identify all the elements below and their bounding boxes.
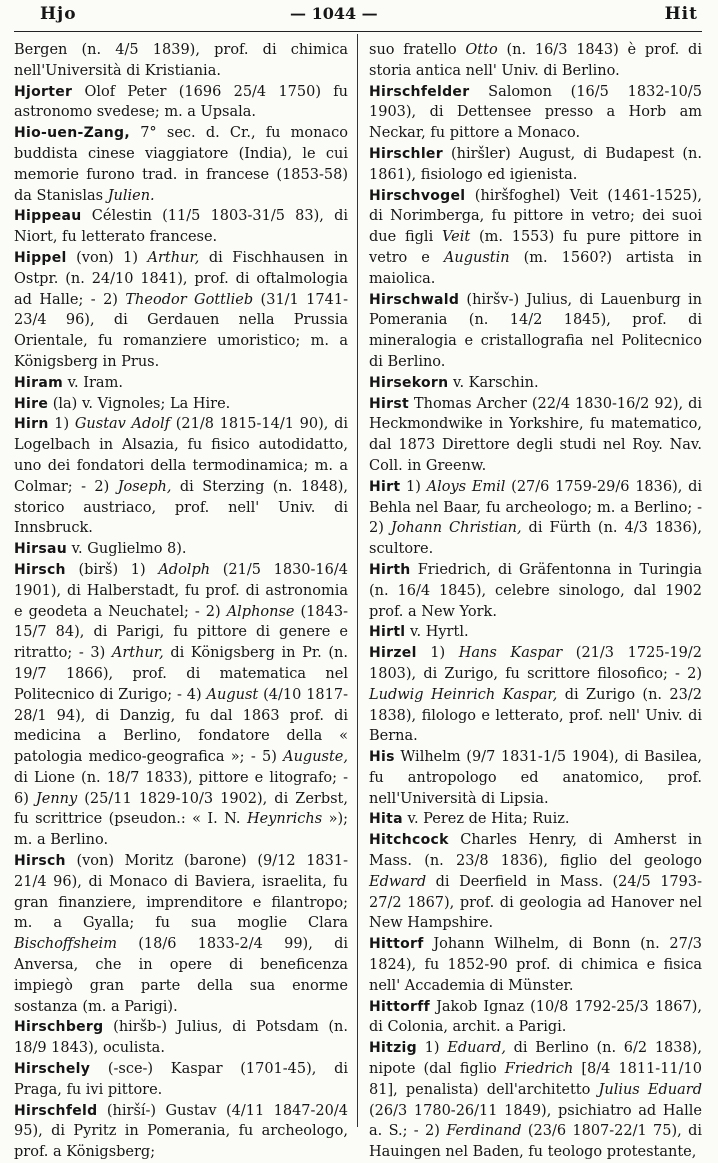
entry-italic-text: Auguste, bbox=[283, 749, 348, 766]
entry-headword: Hippeau bbox=[14, 208, 82, 225]
entry-headword: Hitchcock bbox=[369, 832, 449, 849]
entry-text: (27/6 1759-29/6 1836), di Behla nel Baar, fu archeologo; m. a Berlino; - 2) bbox=[369, 478, 702, 537]
entry-headword: His bbox=[369, 749, 395, 766]
entry-text: (m. 1560?) artista in maiolica. bbox=[369, 249, 702, 287]
entry-text: (von) Moritz (barone) (9/12 1831-21/4 96), di Monaco di Baviera, israelita, fu gran finanziere, imprenditore e filantropo; m. a Gyalla; fu sua moglie Clara bbox=[14, 853, 348, 932]
entry-italic-text: Joseph, bbox=[117, 478, 172, 495]
entry-headword: Hirschler bbox=[369, 145, 443, 162]
dictionary-entry bbox=[14, 82, 348, 124]
entry-text: di Lione (n. 18/7 1833), pittore e litografo; - 6) bbox=[14, 769, 348, 807]
entry-italic-text: Johann Christian, bbox=[390, 520, 522, 537]
page-header bbox=[0, 0, 718, 30]
entry-text: (21/8 1815-14/1 90), di Logelbach in Alsazia, fu fisico autodidatto, uno dei fondatori della termodinamica; m. a Colmar; - 2) bbox=[14, 416, 348, 495]
dictionary-entry bbox=[14, 1101, 348, 1163]
entry-text: v. Guglielmo 8). bbox=[66, 541, 187, 558]
entry-italic-text: Edward bbox=[369, 873, 427, 890]
entry-headword: Hio-uen-Zang, bbox=[14, 125, 130, 142]
entry-text: Célestin (11/5 1803-31/5 83), di Niort, fu letterato francese. bbox=[14, 208, 348, 246]
entry-text: di Fürth (n. 4/3 1836), scultore. bbox=[369, 520, 702, 558]
entry-italic-text: August bbox=[206, 686, 259, 703]
entry-headword: Hirsau bbox=[14, 541, 67, 558]
entry-text: (25/11 1829-10/3 1902), di Zerbst, fu scrittrice (pseudon.: « I. N. bbox=[14, 790, 348, 828]
entry-italic-text: Gustav Adolf bbox=[74, 416, 171, 433]
entry-italic-text: Jenny bbox=[35, 790, 78, 807]
entry-italic-text: Julien. bbox=[107, 187, 155, 204]
entry-text: (18/6 1833-2/4 99), di Anversa, che in opere di beneficenza impiegò gran parte della sua enorme sostanza (m. a Parigi). bbox=[14, 936, 348, 1015]
entry-italic-text: Otto bbox=[465, 42, 498, 58]
entry-italic-text: Arthur, bbox=[111, 645, 164, 662]
entry-headword: Hirsch bbox=[14, 561, 66, 578]
entry-text: Wilhelm (9/7 1831-1/5 1904), di Basilea, fu antropologo ed anatomico, prof. nell'Università di Lipsia. bbox=[369, 749, 702, 807]
entry-text: suo fratello bbox=[369, 42, 466, 58]
dictionary-entry bbox=[369, 643, 702, 747]
entry-italic-text: Bischoffsheim bbox=[14, 936, 117, 953]
entry-text: 1) bbox=[400, 478, 427, 495]
dictionary-entry bbox=[14, 1059, 348, 1101]
entry-italic-text: Arthur, bbox=[147, 249, 200, 266]
entry-italic-text: Ferdinand bbox=[446, 1123, 522, 1140]
entry-italic-text: Julius Eduard bbox=[598, 1081, 702, 1098]
entry-text: di Deerfield in Mass. (24/5 1793-27/2 1867), prof. di geologia ad Hanover nel New Hampshire. bbox=[369, 873, 702, 932]
entry-text: di Fischhausen in Ostpr. (n. 24/10 1841), prof. di oftalmologia ad Halle; - 2) bbox=[14, 249, 348, 308]
dictionary-entry bbox=[369, 934, 702, 996]
entry-headword: Hjorter bbox=[14, 83, 73, 100]
entry-headword: Hirsch bbox=[14, 853, 66, 870]
entry-italic-text: Friedrich bbox=[504, 1061, 574, 1078]
entry-text: (1843-15/7 84), di Parigi, fu pittore di genere e ritratto; - 3) bbox=[14, 603, 348, 662]
dictionary-entry bbox=[14, 851, 348, 1017]
dictionary-entry bbox=[369, 622, 702, 643]
entry-italic-text: Theodor Gottlieb bbox=[125, 291, 254, 308]
header-right-guideword: Hit bbox=[664, 4, 698, 24]
entry-text: Jakob Ignaz (10/8 1792-25/3 1867), di Colonia, archit. a Parigi. bbox=[369, 998, 702, 1036]
entry-text: [8/4 1811-11/10 81], penalista) dell'architetto bbox=[369, 1061, 702, 1098]
entry-text: (hiršler) August, di Budapest (n. 1861), fisiologo ed igienista. bbox=[369, 145, 702, 183]
dictionary-entry bbox=[369, 144, 702, 186]
entry-text: di Königsberg in Pr. (n. 19/7 1866), prof. di matematica nel Politecnico di Zurigo; - 4) bbox=[14, 645, 348, 703]
dictionary-entry bbox=[369, 997, 702, 1039]
column-divider bbox=[357, 34, 358, 1127]
entry-text: (-sce-) Kaspar (1701-45), di Praga, fu ivi pittore. bbox=[14, 1061, 348, 1098]
entry-italic-text: Hans Kaspar bbox=[458, 645, 563, 662]
entry-text: (21/5 1830-16/4 1901), di Halberstadt, fu prof. di astronomia e geodeta a Neuchatel; - 2) bbox=[14, 561, 348, 620]
entry-headword: Hita bbox=[369, 811, 403, 828]
entry-headword: Hippel bbox=[14, 249, 67, 266]
entry-italic-text: Heynrichs bbox=[246, 811, 323, 828]
dictionary-entry bbox=[369, 290, 702, 373]
entry-headword: Hirschfelder bbox=[369, 83, 470, 100]
entry-italic-text: Alphonse bbox=[226, 603, 295, 620]
entry-text: (hiršfoghel) Veit (1461-1525), di Norimberga, fu pittore in vetro; dei suoi due figli bbox=[369, 187, 702, 246]
entry-headword: Hirst bbox=[369, 395, 409, 412]
entry-text: v. Perez de Hita; Ruiz. bbox=[402, 811, 570, 828]
dictionary-entry bbox=[14, 539, 348, 560]
dictionary-entry bbox=[369, 477, 702, 560]
dictionary-entry bbox=[369, 40, 702, 82]
entry-text: di Zurigo (n. 23/2 1838), filologo e letterato, prof. nell' Univ. di Berna. bbox=[369, 686, 702, 745]
dictionary-entry bbox=[369, 747, 702, 809]
dictionary-entry bbox=[369, 809, 702, 830]
dictionary-entry bbox=[369, 82, 702, 144]
entry-text: (23/6 1807-22/1 75), di Hauingen nel Baden, fu teologo protestante, bbox=[369, 1123, 703, 1161]
dictionary-entry bbox=[369, 373, 702, 394]
entry-text: Johann Wilhelm, di Bonn (n. 27/3 1824), fu 1852-90 prof. di chimica e fisica nell' Accademia di Münster. bbox=[369, 936, 702, 994]
entry-text: »); m. a Berlino. bbox=[14, 811, 348, 849]
left-column bbox=[14, 40, 348, 1163]
entry-text: (la) v. Vignoles; La Hire. bbox=[48, 395, 231, 412]
entry-text: di Berlino (n. 6/2 1838), nipote (dal figlio bbox=[369, 1040, 702, 1078]
entry-headword: Hitzig bbox=[369, 1040, 417, 1057]
entry-text: (von) 1) bbox=[66, 249, 148, 266]
entry-headword: Hirzel bbox=[369, 645, 417, 662]
entry-text: 1) bbox=[48, 416, 75, 433]
entry-italic-text: Eduard, bbox=[447, 1040, 506, 1057]
entry-text: (26/3 1780-26/11 1849), psichiatro ad Halle a. S.; - 2) bbox=[369, 1102, 702, 1140]
entry-headword: Hirn bbox=[14, 416, 49, 433]
dictionary-entry bbox=[369, 186, 702, 290]
entry-headword: Hittorf bbox=[369, 936, 424, 953]
entry-headword: Hirschely bbox=[14, 1061, 91, 1078]
header-left-guideword: Hjo bbox=[40, 4, 77, 24]
entry-italic-text: Aloys Emil bbox=[426, 478, 506, 495]
dictionary-entry bbox=[14, 123, 348, 206]
right-column bbox=[369, 40, 702, 1163]
entry-text: v. Hyrtl. bbox=[405, 624, 469, 641]
dictionary-entry bbox=[14, 560, 348, 851]
dictionary-entry bbox=[369, 394, 702, 477]
entry-text: di Sterzing (n. 1848), storico austriaco, prof. nell' Univ. di Innsbruck. bbox=[14, 478, 348, 537]
entry-headword: Hittorff bbox=[369, 998, 431, 1015]
entry-text: (hirší-) Gustav (4/11 1847-20/4 95), di Pyritz in Pomerania, fu archeologo, prof. a Königsberg; bbox=[14, 1102, 348, 1161]
entry-italic-text: Adolph bbox=[158, 561, 211, 578]
entry-headword: Hirth bbox=[369, 561, 411, 578]
entry-text: 1) bbox=[416, 645, 459, 662]
entry-text: 1) bbox=[416, 1040, 448, 1057]
entry-text: (21/3 1725-19/2 1803), di Zurigo, fu scrittore filosofico; - 2) bbox=[369, 645, 702, 682]
entry-italic-text: Veit bbox=[441, 229, 471, 246]
dictionary-entry bbox=[369, 560, 702, 622]
entry-headword: Hirschfeld bbox=[14, 1102, 98, 1119]
dictionary-entry bbox=[14, 373, 348, 394]
entry-text: Friedrich, di Gräfentonna in Turingia (n. 16/4 1845), celebre sinologo, dal 1902 prof. a New York. bbox=[369, 561, 702, 620]
dictionary-entry bbox=[14, 414, 348, 539]
dictionary-entry bbox=[14, 40, 348, 82]
entry-headword: Hirschvogel bbox=[369, 187, 466, 204]
entry-headword: Hirt bbox=[369, 478, 401, 495]
entry-headword: Hire bbox=[14, 395, 49, 412]
entry-text: (birš) 1) bbox=[65, 561, 159, 578]
entry-headword: Hirschberg bbox=[14, 1019, 104, 1036]
dictionary-entry bbox=[14, 248, 348, 373]
entry-italic-text: Augustin bbox=[443, 249, 510, 266]
entry-text: (m. 1553) fu pure pittore in vetro e bbox=[369, 229, 703, 266]
entry-headword: Hirsekorn bbox=[369, 374, 449, 391]
entry-text: Salomon (16/5 1832-10/5 1903), di Dettensee presso a Horb am Neckar, fu pittore a Monaco. bbox=[369, 83, 702, 142]
header-rule bbox=[14, 31, 702, 32]
entry-text: v. Iram. bbox=[62, 374, 123, 391]
entry-text: v. Karschin. bbox=[448, 374, 539, 391]
entry-text: Olof Peter (1696 25/4 1750) fu astronomo svedese; m. a Upsala. bbox=[14, 83, 348, 121]
page-number: — 1044 — bbox=[290, 4, 378, 23]
entry-text: Bergen (n. 4/5 1839), prof. di chimica nell'Università di Kristiania. bbox=[14, 42, 348, 79]
entry-text: (n. 16/3 1843) è prof. di storia antica nell' Univ. di Berlino. bbox=[369, 42, 702, 79]
dictionary-entry bbox=[369, 1038, 702, 1163]
entry-text: 7° sec. d. Cr., fu monaco buddista cinese viaggiatore (India), le cui memorie furono trad. in francese (1853-58) da Stanislas bbox=[14, 125, 348, 204]
entry-headword: Hiram bbox=[14, 374, 63, 391]
entry-text: (hiršb-) Julius, di Potsdam (n. 18/9 1843), oculista. bbox=[14, 1019, 348, 1057]
entry-text: (31/1 1741-23/4 96), di Gerdauen nella Prussia Orientale, fu romanziere umoristico; m. a Königsberg in Prus. bbox=[14, 291, 348, 370]
dictionary-entry bbox=[14, 1017, 348, 1059]
entry-italic-text: Ludwig Heinrich Kaspar, bbox=[369, 686, 558, 703]
entry-text: Thomas Archer (22/4 1830-16/2 92), di Heckmondwike in Yorkshire, fu matematico, dal 1873 Direttore degli studi nel Roy. Nav. Coll. in Greenw. bbox=[369, 395, 702, 474]
dictionary-entry bbox=[14, 394, 348, 415]
entry-headword: Hirschwald bbox=[369, 291, 460, 308]
dictionary-entry bbox=[369, 830, 702, 934]
entry-headword: Hirtl bbox=[369, 624, 406, 641]
dictionary-entry bbox=[14, 206, 348, 248]
entry-text: (hiršv-) Julius, di Lauenburg in Pomerania (n. 14/2 1845), prof. di mineralogia e cristallografia nel Politecnico di Berlino. bbox=[369, 291, 702, 370]
entry-text: (4/10 1817-28/1 94), di Danzig, fu dal 1863 prof. di medicina a Berlino, fondatore della « patologia medico-geografica »; - 5) bbox=[14, 686, 348, 766]
entry-text: Charles Henry, di Amherst in Mass. (n. 23/8 1836), figlio del geologo bbox=[369, 832, 702, 870]
